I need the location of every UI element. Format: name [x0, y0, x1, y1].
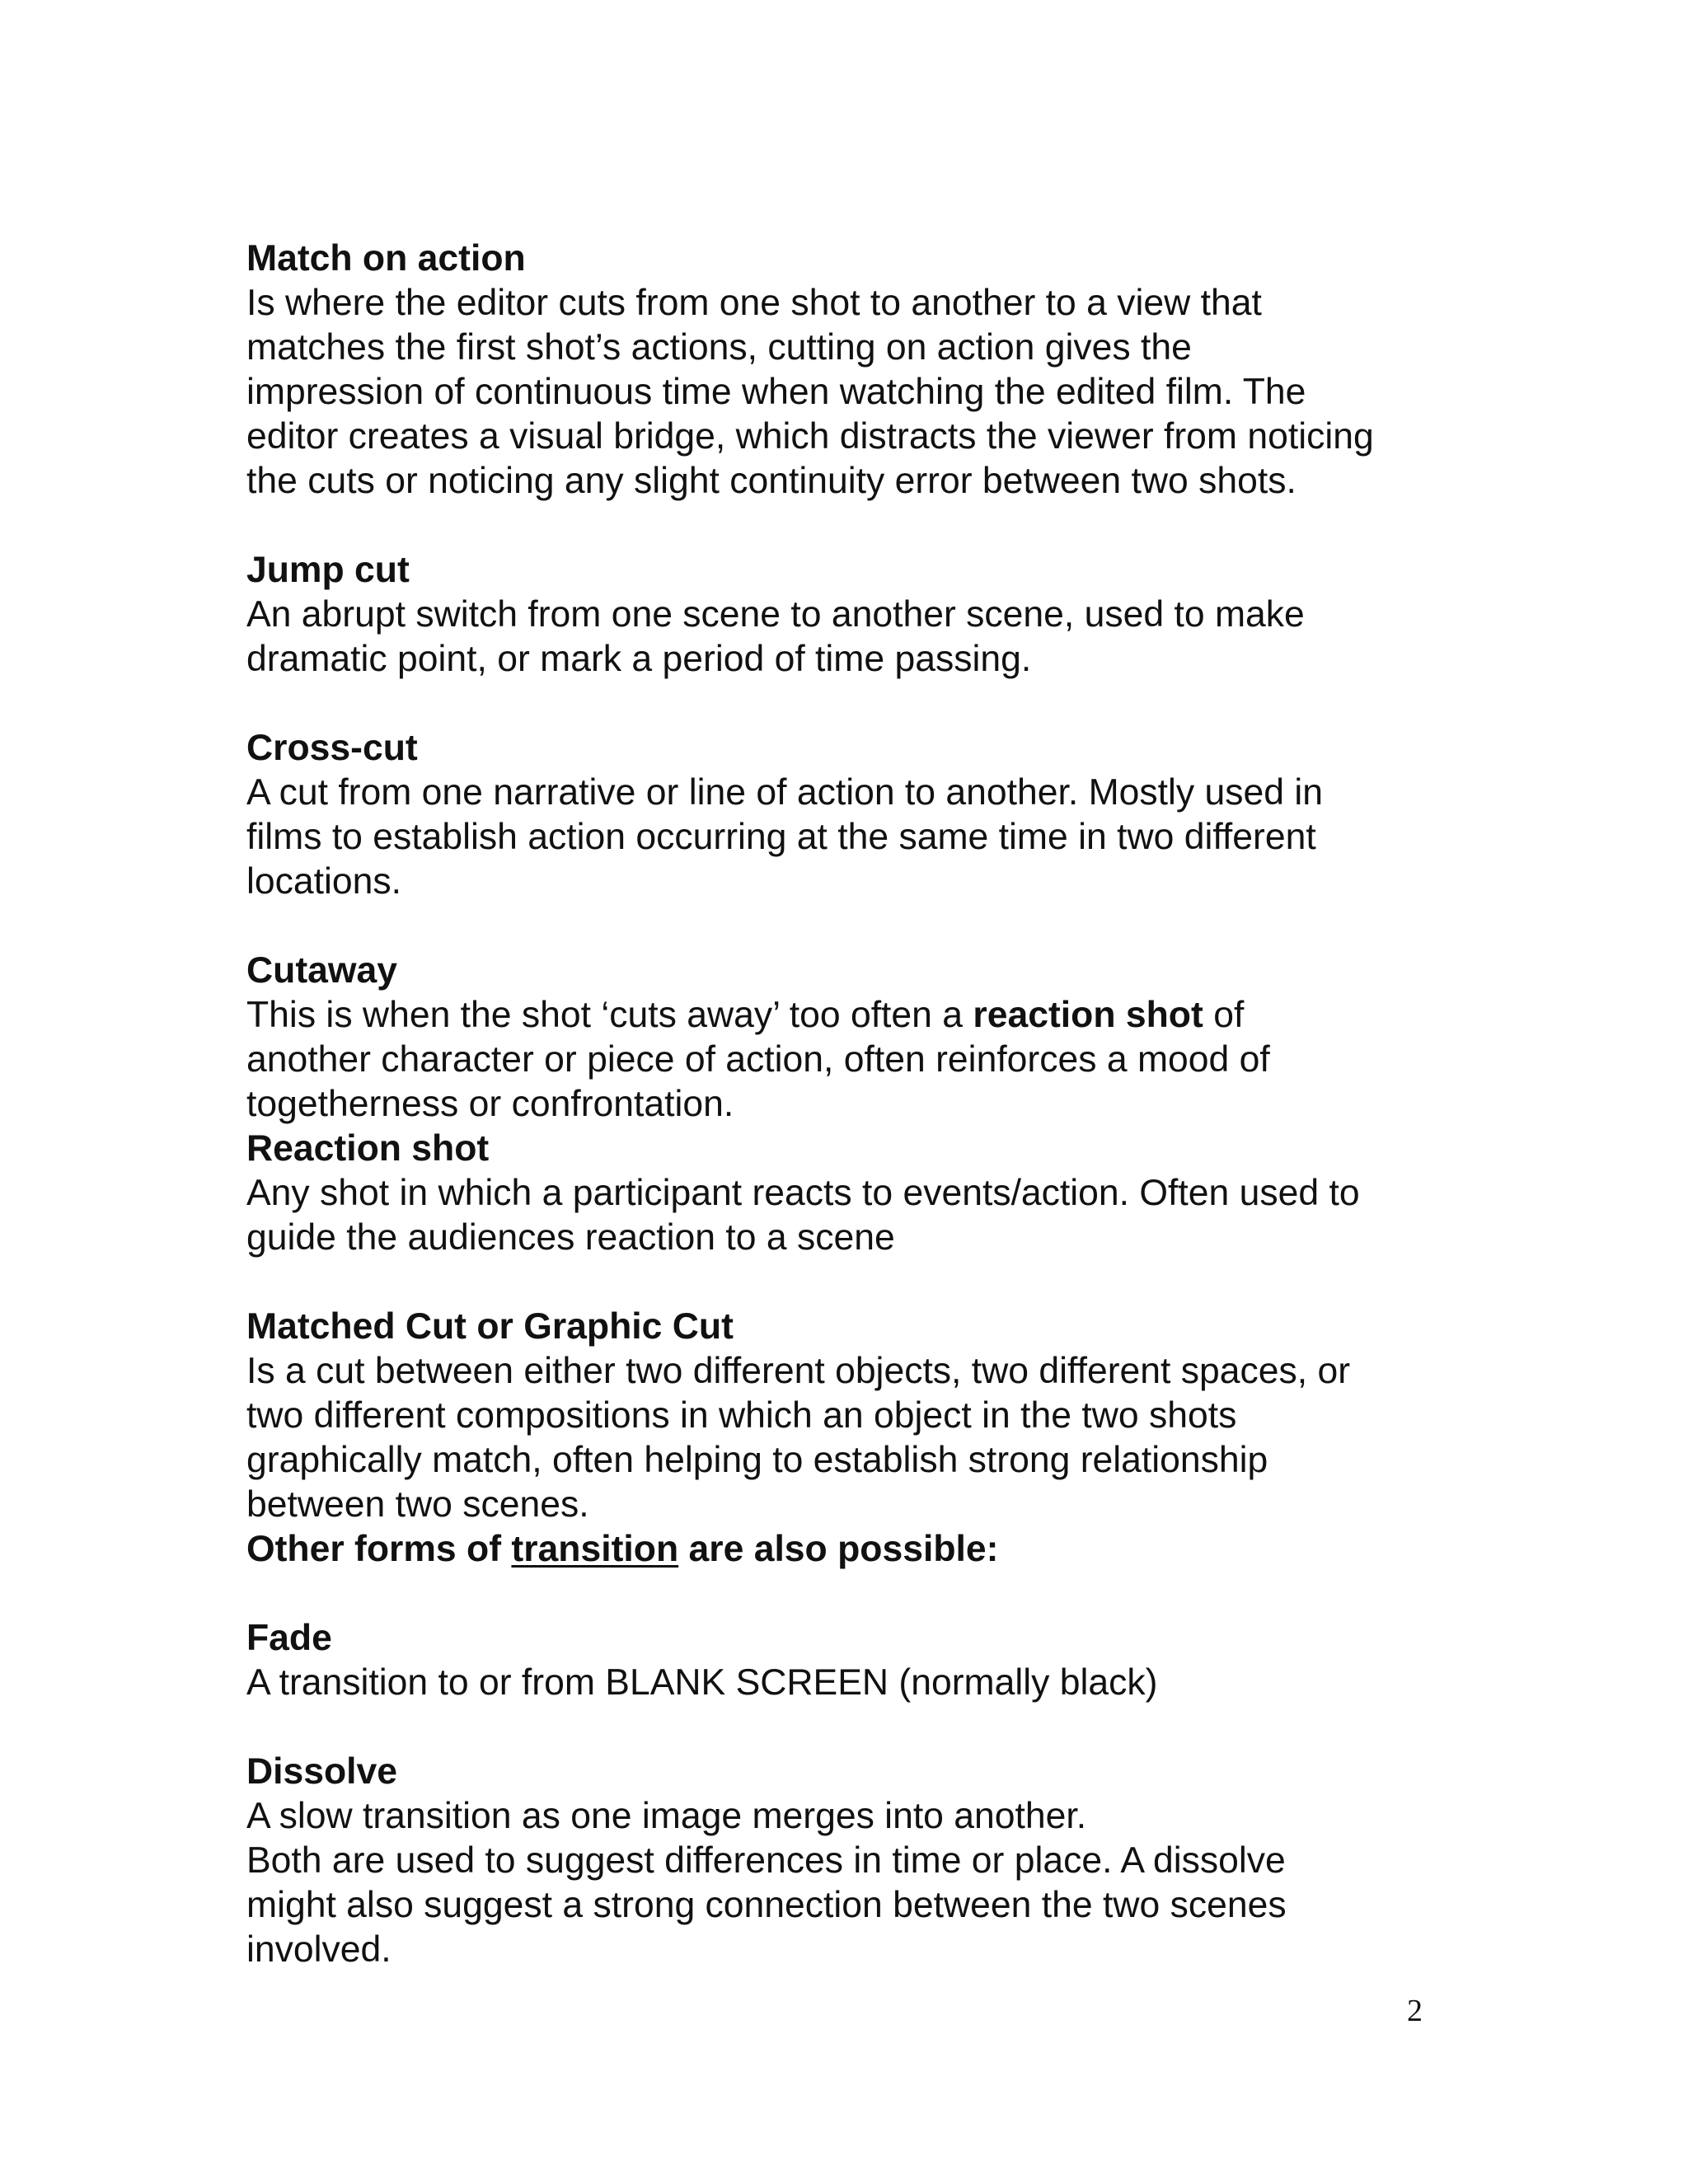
- other-forms-underlined-word: transition: [511, 1529, 679, 1569]
- term-heading-cutaway: Cutaway: [246, 950, 397, 991]
- term-heading-matched-cut: Matched Cut or Graphic Cut: [246, 1306, 734, 1347]
- definition-matched-cut: Is a cut between either two different objects, two different spaces, or two different compositions in which an object in the two shots graphically match, often helping to establish strong relationship between two scenes.: [246, 1351, 1351, 1525]
- other-forms-suffix: are also possible:: [678, 1529, 999, 1569]
- definition-dissolve: A slow transition as one image merges into another. Both are used to suggest differences in time or place. A dissolve might also suggest a strong connection between the two scenes involved.: [246, 1796, 1287, 1970]
- other-forms-heading: [246, 1527, 1450, 1572]
- page-number: 2: [1407, 1994, 1423, 2028]
- term-heading-jump-cut: Jump cut: [246, 550, 410, 590]
- spacer: [246, 682, 1450, 726]
- page-content: [246, 237, 1450, 1972]
- definition-cutaway-part2: of another character or piece of action, often reinforces a mood of togetherness or confrontation.: [246, 995, 1270, 1124]
- other-forms-prefix: Other forms of: [246, 1529, 512, 1569]
- spacer: [246, 1260, 1450, 1305]
- definition-cutaway-part1: This is when the shot ‘cuts away’ too often a: [246, 995, 973, 1035]
- spacer: [246, 504, 1450, 548]
- spacer: [246, 1572, 1450, 1616]
- term-heading-fade: Fade: [246, 1618, 332, 1658]
- definition-reaction-shot: Any shot in which a participant reacts to events/action. Often used to guide the audiences reaction to a scene: [246, 1173, 1360, 1258]
- spacer: [246, 904, 1450, 949]
- definition-match-on-action: Is where the editor cuts from one shot to another to a view that matches the first shot’s actions, cutting on action gives the impression of continuous time when watching the edited film. The editor creates a visual bridge, which distracts the viewer from noticing the cuts or noticing any slight continuity error between two shots.: [246, 283, 1374, 501]
- spacer: [246, 1705, 1450, 1750]
- term-heading-reaction-shot: Reaction shot: [246, 1128, 490, 1169]
- term-heading-cross-cut: Cross-cut: [246, 728, 418, 768]
- term-heading-dissolve: Dissolve: [246, 1751, 398, 1792]
- definition-fade: A transition to or from BLANK SCREEN (normally black): [246, 1662, 1158, 1703]
- term-heading-match-on-action: Match on action: [246, 238, 526, 279]
- definition-cutaway-bold-term: reaction shot: [973, 995, 1203, 1035]
- definition-cutaway: [246, 993, 1450, 1127]
- definition-cross-cut: A cut from one narrative or line of action to another. Mostly used in films to establish action occurring at the same time in two different locations.: [246, 772, 1324, 902]
- definition-jump-cut: An abrupt switch from one scene to another scene, used to make dramatic point, or mark a period of time passing.: [246, 594, 1305, 679]
